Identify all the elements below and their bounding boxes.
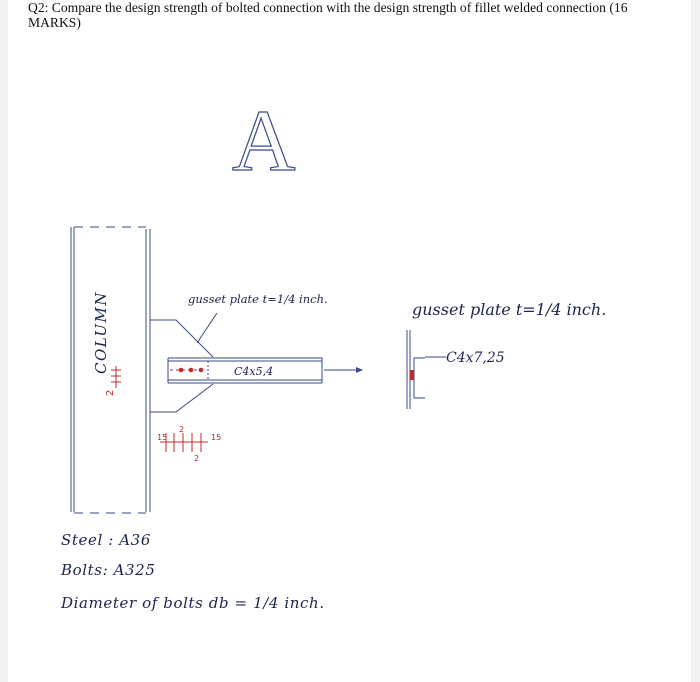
column-dimension-mark [111, 366, 121, 388]
svg-text:A: A [232, 93, 296, 190]
bolt-edge-left: 15 [157, 433, 168, 442]
bolt-spacing-dimension [160, 433, 208, 452]
note-steel: Steel : A36 [61, 531, 151, 549]
bolt-line [170, 368, 206, 372]
section-bolt-mark [410, 370, 414, 380]
bolt-spacing-top: 2 [179, 425, 185, 434]
bolt-spacing-bottom: 2 [194, 454, 200, 463]
member-label: C4x5,4 [234, 365, 274, 378]
section-member-label: C4x7,25 [446, 350, 505, 366]
note-bolts: Bolts: A325 [61, 561, 156, 579]
section-mark-a [232, 93, 296, 190]
column-dimension-text: 2 [105, 389, 116, 396]
question-text: Q2: Compare the design strength of bolted connection with the design strength of fillet welded connection (16 MARKS) [28, 0, 628, 30]
gusset-label-left: gusset plate t=1/4 inch. [188, 292, 328, 306]
section-view [407, 330, 446, 409]
gusset-leader [197, 313, 217, 343]
column [71, 227, 150, 513]
gusset-label-right: gusset plate t=1/4 inch. [412, 300, 607, 319]
column-label: COLUMN [92, 290, 110, 374]
load-arrow [324, 367, 363, 373]
bolt-edge-right: 15 [211, 433, 222, 442]
note-diameter: Diameter of bolts db = 1/4 inch. [61, 594, 325, 612]
